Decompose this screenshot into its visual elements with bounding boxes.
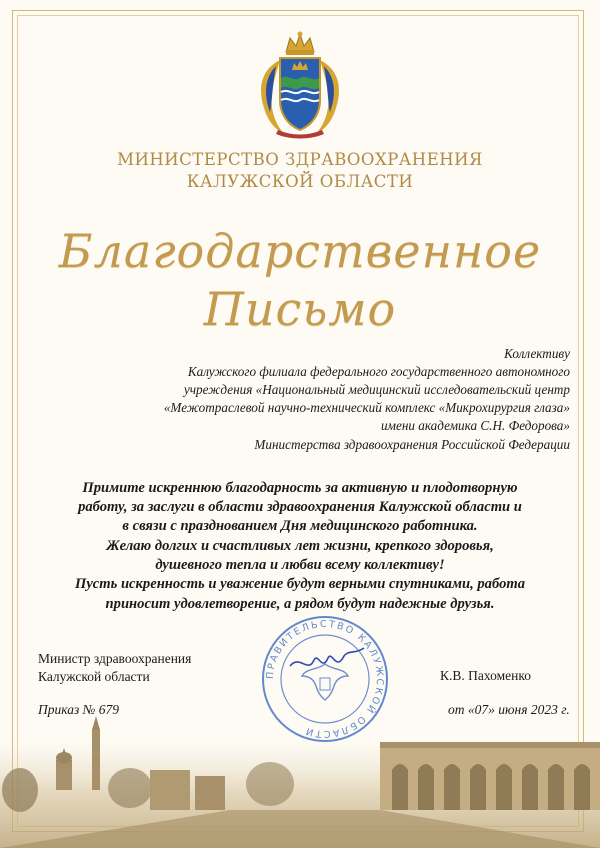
message-line: приносит удовлетворение, а рядом будут надежные друзья. bbox=[105, 596, 495, 612]
message-line: душевного тепла и любви всему коллективу! bbox=[155, 557, 445, 573]
message-line: Примите искреннюю благодарность за активную и плодотворную bbox=[82, 480, 518, 496]
minister-title-line1: Министр здравоохранения bbox=[38, 651, 192, 666]
ministry-name-line1: МИНИСТЕРСТВО ЗДРАВООХРАНЕНИЯ bbox=[117, 150, 483, 169]
ministry-name-line2: КАЛУЖСКОЙ ОБЛАСТИ bbox=[186, 172, 414, 191]
addressee-line: Коллективу bbox=[504, 346, 570, 361]
svg-text:ПРАВИТЕЛЬСТВО КАЛУЖСКОЙ ОБЛАСТ bbox=[265, 619, 385, 739]
official-stamp-seal bbox=[260, 614, 390, 744]
order-date: от «07» июня 2023 г. bbox=[448, 702, 570, 717]
title-line1: Благодарственное bbox=[58, 224, 542, 278]
addressee-line: имени академика С.Н. Федорова» bbox=[380, 418, 570, 433]
addressee-line: учреждения «Национальный медицинский исследовательский центр bbox=[183, 382, 570, 397]
minister-name: К.В. Пахоменко bbox=[440, 668, 531, 683]
addressee-line: Калужского филиала федерального государственного автономного bbox=[187, 364, 570, 379]
coat-of-arms-emblem bbox=[250, 30, 350, 142]
title-line2: Письмо bbox=[203, 282, 397, 336]
addressee-line: «Межотраслевой научно-технический комплекс «Микрохирургия глаза» bbox=[163, 400, 570, 415]
minister-title-line2: Калужской области bbox=[38, 669, 150, 684]
stamp-text: ПРАВИТЕЛЬСТВО КАЛУЖСКОЙ ОБЛАСТИ bbox=[264, 618, 386, 740]
message-line: в связи с празднованием Дня медицинского работника. bbox=[122, 518, 478, 534]
addressee-line: Министерства здравоохранения Российской Федерации bbox=[254, 437, 570, 452]
message-line: работу, за заслуги в области здравоохранения Калужской области и bbox=[78, 499, 522, 515]
order-number: Приказ № 679 bbox=[38, 702, 119, 717]
message-line: Пусть искренность и уважение будут верными спутниками, работа bbox=[74, 576, 526, 592]
message-line: Желаю долгих и счастливых лет жизни, крепкого здоровья, bbox=[106, 538, 494, 554]
